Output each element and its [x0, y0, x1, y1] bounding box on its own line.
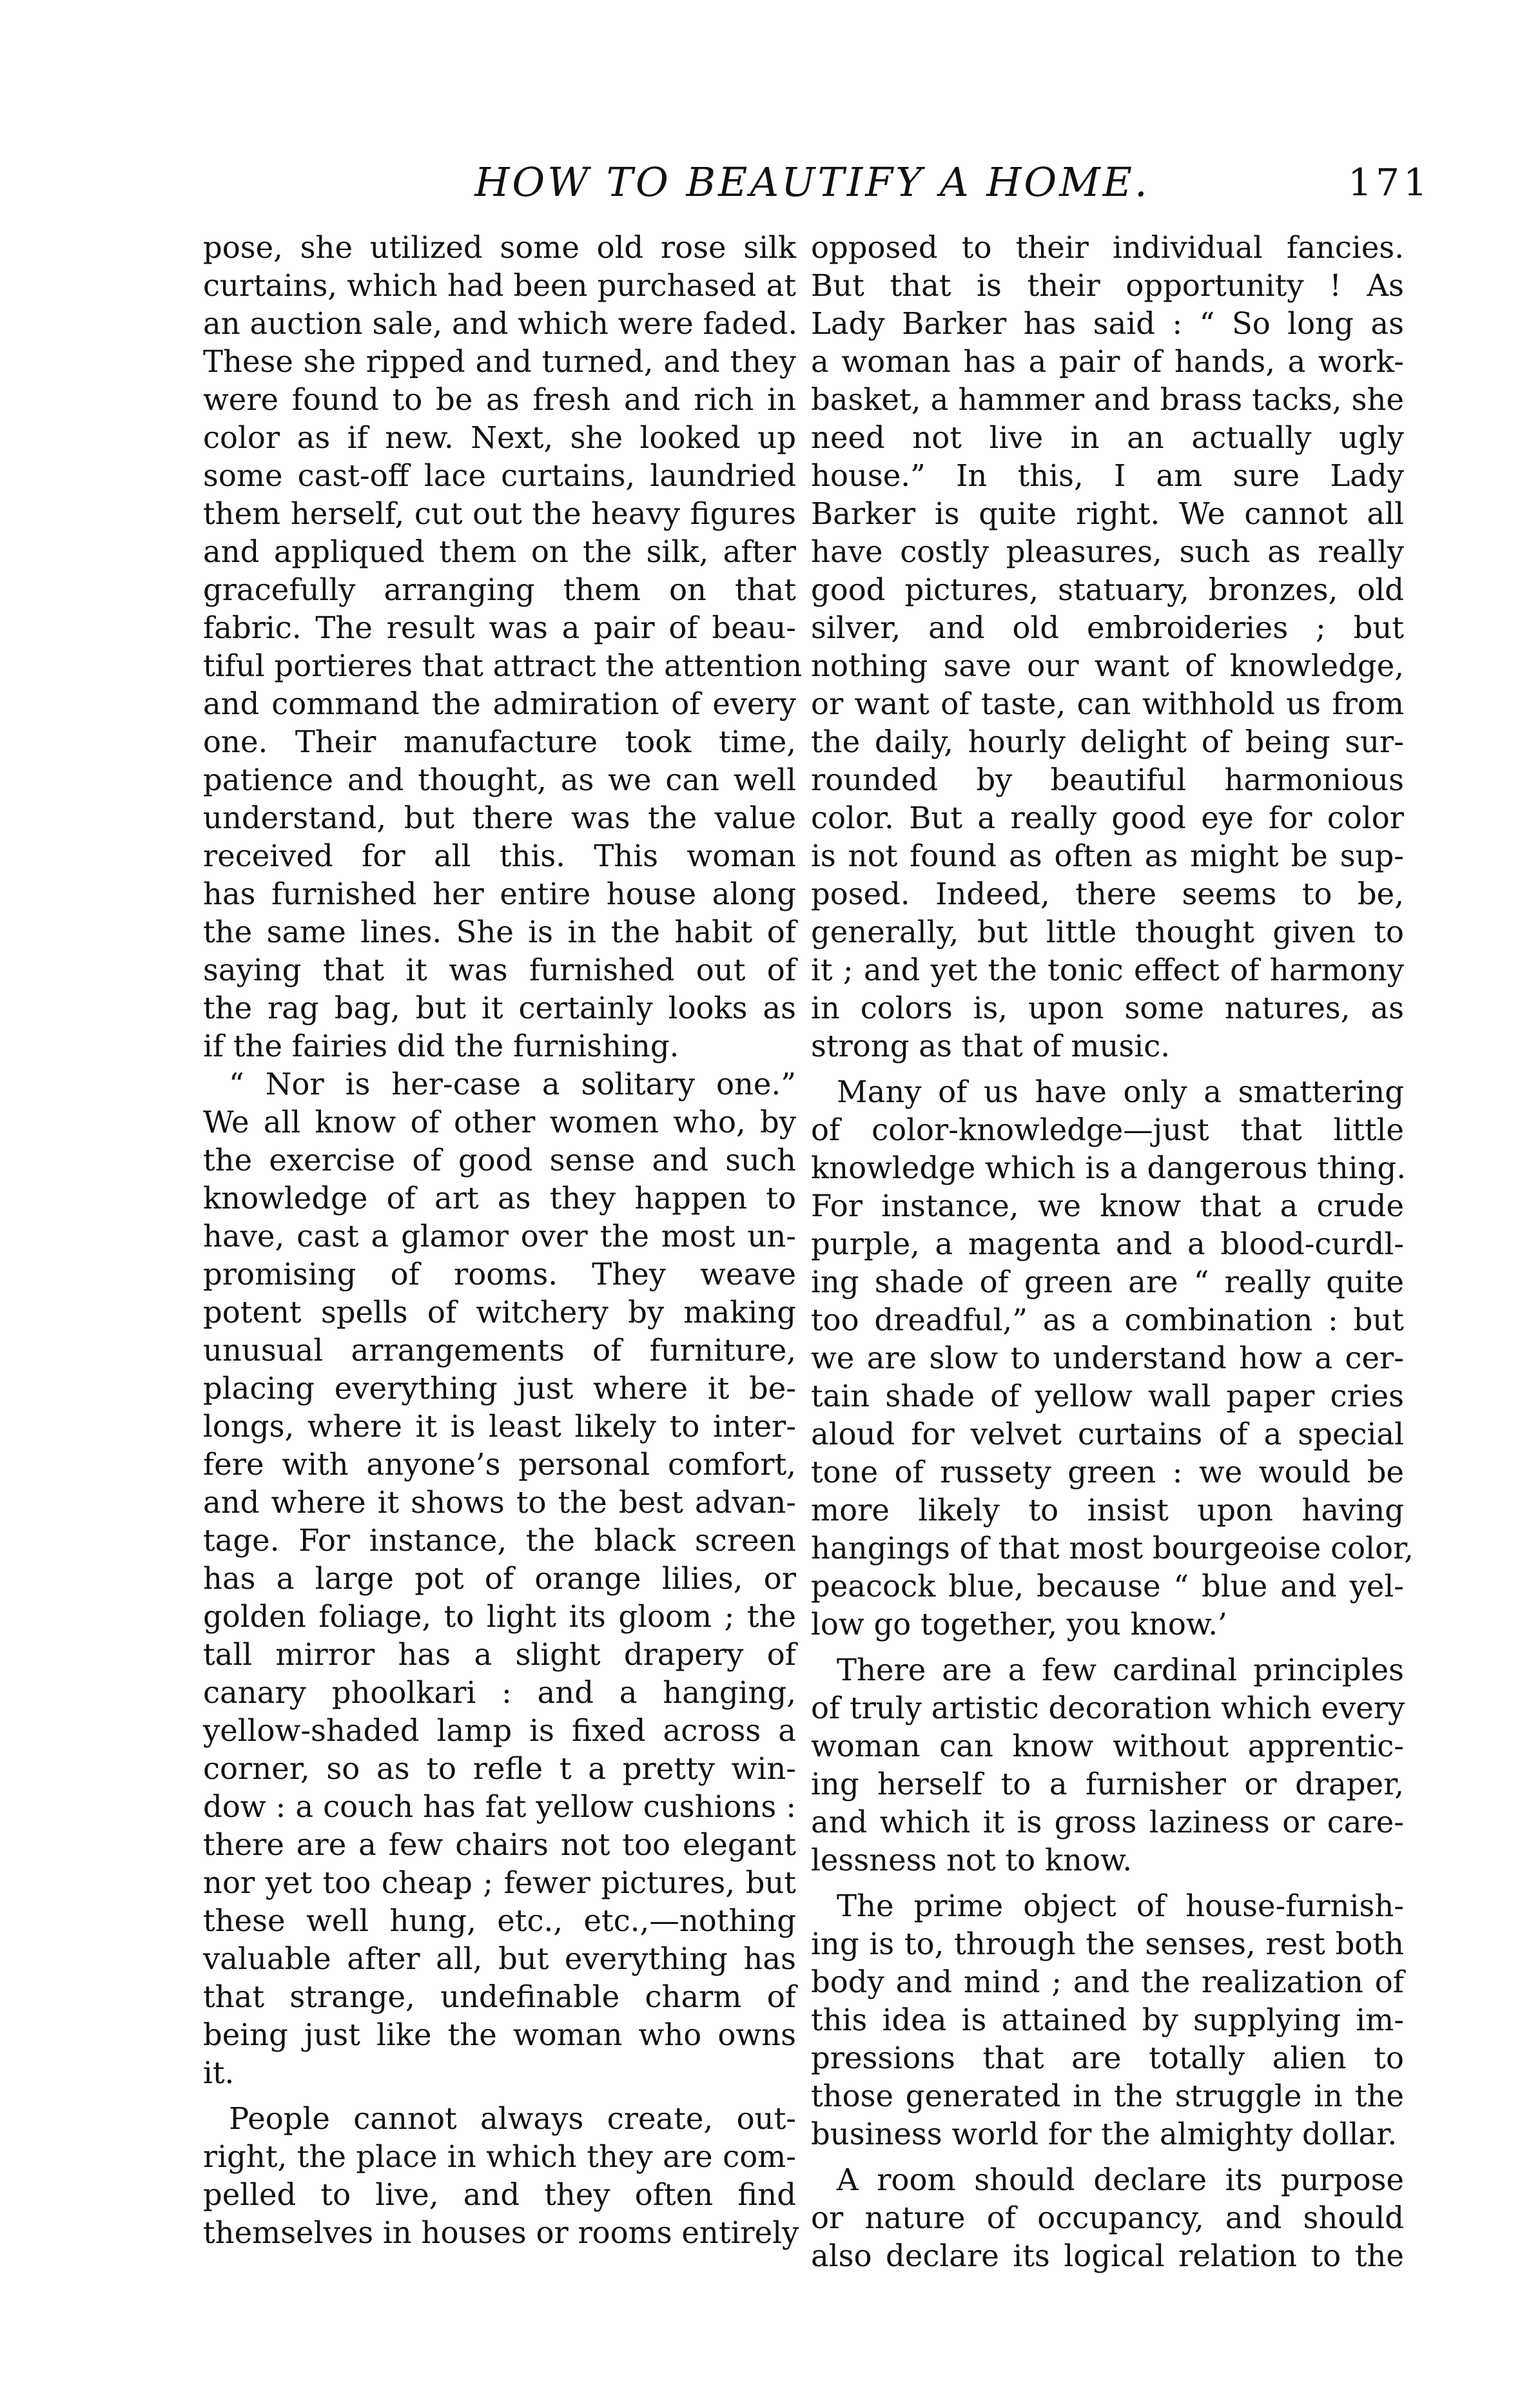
text-line: knowledge of art as they happen to	[203, 1181, 796, 1216]
text-line: an auction sale, and which were faded.	[203, 306, 798, 341]
text-line: valuable after all, but everything has	[203, 1941, 796, 1976]
text-line: silver, and old embroideries ; but	[811, 610, 1404, 645]
paragraph-gap	[811, 2153, 1404, 2161]
text-line: yellow-shaded lamp is fixed across a	[203, 1713, 796, 1748]
text-line: this idea is attained by supplying im-	[811, 2003, 1404, 2037]
page-header	[193, 153, 1431, 211]
text-line: the exercise of good sense and such	[203, 1143, 796, 1178]
text-line: canary phoolkari : and a hanging,	[203, 1675, 796, 1710]
text-line: in colors is, upon some natures, as	[811, 991, 1404, 1025]
text-line: nor yet too cheap ; fewer pictures, but	[203, 1865, 796, 1900]
text-line: potent spells of witchery by making	[203, 1295, 796, 1330]
text-line: received for all this. This woman	[203, 839, 796, 873]
text-line: generally, but little thought given to	[811, 915, 1404, 949]
text-line: lessness not to know.	[811, 1843, 1133, 1878]
text-line: of truly artistic decoration which every	[811, 1691, 1405, 1725]
paragraph-gap	[811, 1879, 1404, 1887]
text-line: promising of rooms. They weave	[203, 1257, 796, 1292]
text-line: curtains, which had been purchased at	[203, 268, 796, 303]
text-line: fere with anyone’s personal comfort,	[203, 1447, 796, 1482]
text-line: need not live in an actually ugly	[811, 420, 1404, 455]
text-line: and command the admiration of every	[203, 686, 796, 721]
text-line: knowledge which is a dangerous thing.	[811, 1151, 1407, 1185]
text-line: tall mirror has a slight drapery of	[203, 1637, 796, 1672]
text-line: that strange, undefinable charm of	[203, 1979, 796, 2014]
text-line: purple, a magenta and a blood-curdl-	[811, 1227, 1404, 1261]
text-line: A room should declare its purpose	[837, 2162, 1404, 2197]
text-line: People cannot always create, out-	[229, 2101, 796, 2136]
text-line: tiful portieres that attract the attention	[203, 648, 803, 683]
text-line: unusual arrangements of furniture,	[203, 1333, 796, 1368]
text-line: tain shade of yellow wall paper cries	[811, 1379, 1404, 1413]
text-line: These she ripped and turned, and they	[203, 344, 796, 379]
paragraph-gap	[811, 1065, 1404, 1073]
text-line: fabric. The result was a pair of beau-	[203, 610, 796, 645]
text-line: them herself, cut out the heavy figures	[203, 496, 796, 531]
running-title: HOW TO BEAUTIFY A HOME.	[474, 159, 1150, 206]
paragraph-gap	[203, 2092, 796, 2100]
text-line: the rag bag, but it certainly looks as	[203, 991, 796, 1025]
text-line: were found to be as fresh and rich in	[203, 382, 796, 417]
text-line: has a large pot of orange lilies, or	[203, 1561, 796, 1596]
text-line: peacock blue, because “ blue and yel-	[811, 1569, 1404, 1604]
text-line: dow : a couch has fat yellow cushions :	[203, 1789, 796, 1824]
text-line: saying that it was furnished out of	[203, 953, 796, 987]
text-line: basket, a hammer and brass tacks, she	[811, 382, 1404, 417]
text-line: one. Their manufacture took time,	[203, 724, 796, 759]
text-line: these well hung, etc., etc.,—nothing	[203, 1903, 796, 1938]
text-line: ing herself to a furnisher or draper,	[811, 1767, 1404, 1801]
text-line: corner, so as to refle t a pretty win-	[203, 1751, 796, 1786]
text-line: tone of russety green : we would be	[811, 1455, 1404, 1490]
text-line: “ Nor is her-case a solitary one.”	[229, 1067, 796, 1102]
text-line: those generated in the struggle in the	[811, 2079, 1404, 2113]
text-line: the same lines. She is in the habit of	[203, 915, 796, 949]
text-line: Barker is quite right. We cannot all	[811, 496, 1404, 531]
text-line: too dreadful,” as a combination : but	[811, 1303, 1404, 1337]
text-line: Lady Barker has said : “ So long as	[811, 306, 1404, 341]
text-line: it ; and yet the tonic effect of harmony	[811, 953, 1404, 987]
text-line: has furnished her entire house along	[203, 877, 796, 911]
text-line: and appliqued them on the silk, after	[203, 534, 796, 569]
right-text-column	[811, 229, 1414, 2275]
text-line: pressions that are totally alien to	[811, 2041, 1404, 2075]
text-line: there are a few chairs not too elegant	[203, 1827, 796, 1862]
text-line: themselves in houses or rooms entirely	[203, 2215, 799, 2250]
text-line: patience and thought, as we can well	[203, 762, 796, 797]
text-line: more likely to insist upon having	[811, 1493, 1404, 1528]
text-line: of color-knowledge—just that little	[811, 1112, 1404, 1147]
text-line: or want of taste, can withhold us from	[811, 686, 1404, 721]
text-line: But that is their opportunity ! As	[811, 268, 1404, 303]
text-line: it.	[203, 2055, 235, 2090]
text-line: some cast-off lace curtains, laundried	[203, 458, 796, 493]
text-line: good pictures, statuary, bronzes, old	[811, 572, 1404, 607]
text-line: a woman has a pair of hands, a work-	[811, 344, 1404, 379]
text-line: We all know of other women who, by	[203, 1105, 796, 1140]
text-line: opposed to their individual fancies.	[811, 230, 1404, 265]
text-line: strong as that of music.	[811, 1029, 1171, 1063]
text-line: ing shade of green are “ really quite	[811, 1265, 1404, 1299]
text-line: placing everything just where it be-	[203, 1371, 796, 1406]
text-line: house.” In this, I am sure Lady	[811, 458, 1404, 493]
text-line: nothing save our want of knowledge,	[811, 648, 1404, 683]
text-line: or nature of occupancy, and should	[811, 2200, 1404, 2235]
text-line: and which it is gross laziness or care-	[811, 1805, 1404, 1840]
text-line: ing is to, through the senses, rest both	[811, 1927, 1404, 1961]
text-line: body and mind ; and the realization of	[811, 1965, 1404, 1999]
text-line: Many of us have only a smattering	[837, 1074, 1404, 1109]
text-line: posed. Indeed, there seems to be,	[811, 877, 1404, 911]
text-line: color. But a really good eye for color	[811, 801, 1404, 835]
text-line: pose, she utilized some old rose silk	[203, 230, 796, 265]
text-line: pelled to live, and they often find	[203, 2177, 796, 2212]
text-line: There are a few cardinal principles	[837, 1653, 1404, 1687]
text-line: For instance, we know that a crude	[811, 1189, 1404, 1223]
text-line: also declare its logical relation to the	[811, 2238, 1404, 2273]
text-line: we are slow to understand how a cer-	[811, 1341, 1404, 1375]
text-line: business world for the almighty dollar.	[811, 2117, 1398, 2151]
text-line: the daily, hourly delight of being sur-	[811, 724, 1404, 759]
text-line: have costly pleasures, such as really	[811, 534, 1404, 569]
text-line: color as if new. Next, she looked up	[203, 420, 796, 455]
text-line: golden foliage, to light its gloom ; the	[203, 1599, 796, 1634]
text-line: tage. For instance, the black screen	[203, 1523, 796, 1558]
text-line: have, cast a glamor over the most un-	[203, 1219, 796, 1254]
text-line: is not found as often as might be sup-	[811, 839, 1404, 873]
text-line: right, the place in which they are com-	[203, 2139, 796, 2174]
text-line: if the fairies did the furnishing.	[203, 1029, 679, 1063]
text-line: being just like the woman who owns	[203, 2017, 796, 2052]
text-line: and where it shows to the best advan-	[203, 1485, 796, 1520]
page-number: 171	[1348, 160, 1431, 204]
text-line: The prime object of house-furnish-	[837, 1889, 1404, 1923]
text-line: hangings of that most bourgeoise color,	[811, 1531, 1414, 1566]
text-line: longs, where it is least likely to inter-	[203, 1409, 796, 1444]
text-line: aloud for velvet curtains of a special	[811, 1417, 1404, 1452]
left-text-column	[203, 229, 803, 2252]
text-line: gracefully arranging them on that	[203, 572, 796, 607]
text-line: understand, but there was the value	[203, 801, 796, 835]
paragraph-gap	[811, 1644, 1404, 1651]
text-line: low go together, you know.’	[811, 1607, 1227, 1642]
text-line: woman can know without apprentic-	[811, 1729, 1404, 1763]
text-line: rounded by beautiful harmonious	[811, 762, 1404, 797]
